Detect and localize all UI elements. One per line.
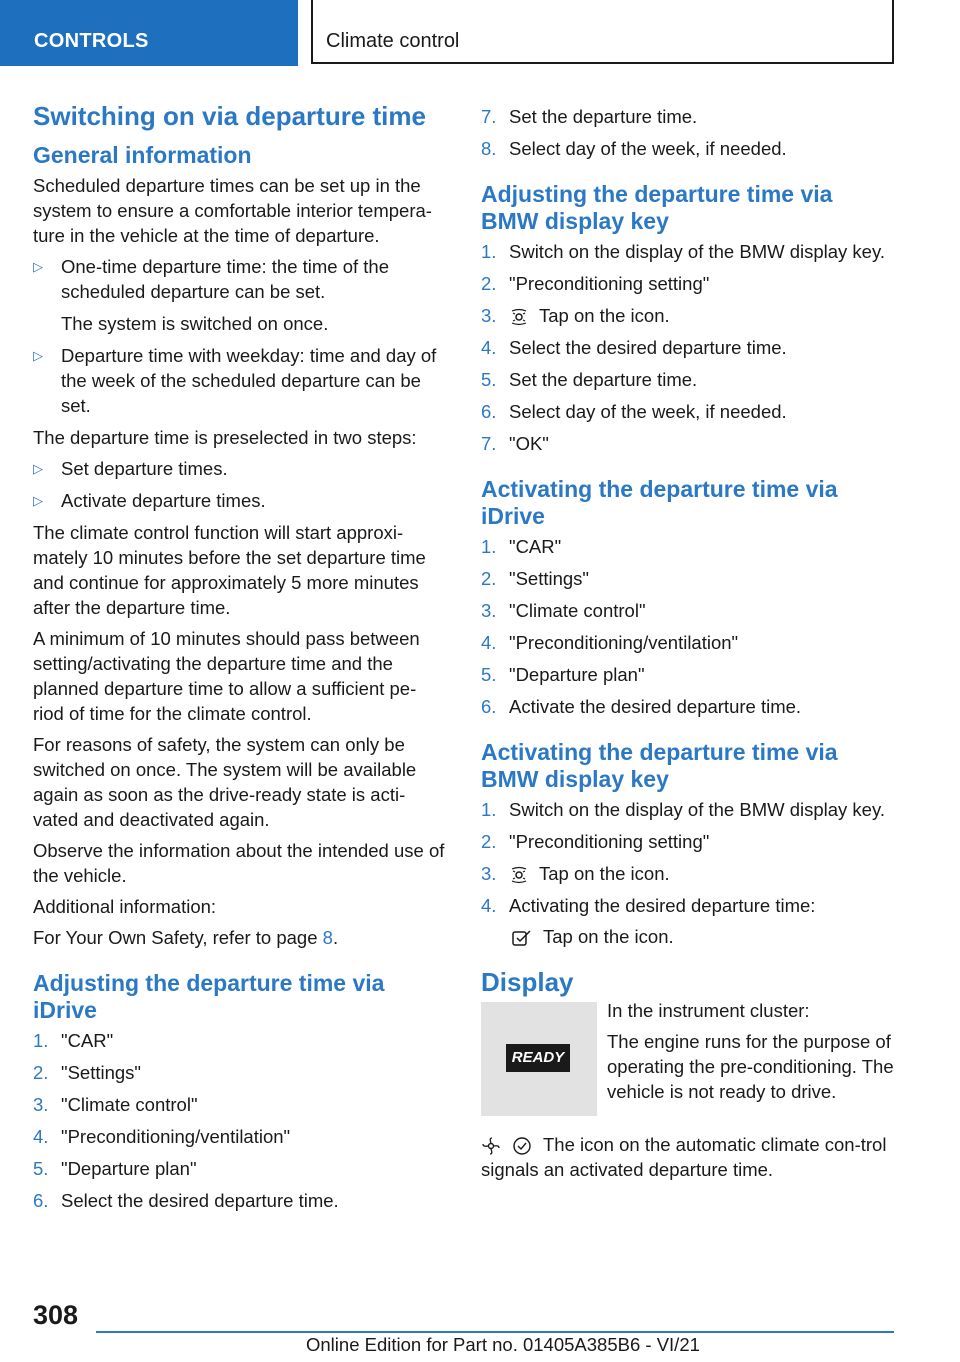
ready-indicator: READY [506,1044,570,1072]
list-item: 2. "Preconditioning setting" [481,831,710,852]
page-number: 308 [33,1300,79,1330]
list-item: 2. "Preconditioning setting" [481,273,710,294]
list-item: 4. Activating the desired departure time: Tap on the icon. [481,895,816,947]
departure-type-list [33,254,445,418]
list-item: 2. "Settings" [33,1062,141,1083]
list-item: 1. "CAR" [481,536,562,557]
paragraph: Observe the information about the intended use of the vehicle. [33,840,445,886]
list-item: 5. "Departure plan" [33,1158,197,1179]
list-item: 1. "CAR" [33,1030,114,1051]
triangle-bullet-icon: ▷ [33,348,43,363]
display-text [607,998,897,1110]
safety-reference: For Your Own Safety, refer to page 8. [33,927,339,948]
list-item: 3. Tap on the icon. [481,305,670,326]
list-item: 6. Select day of the week, if needed. [481,401,787,422]
list-item: 6. Activate the desired departure time. [481,696,802,717]
list-item: 7. Set the departure time. [481,106,698,127]
departure-icon-note: The icon on the automatic climate con-trol signals an activated departure time. [481,1134,887,1180]
adjust-key-list [481,239,893,456]
triangle-bullet-icon: ▷ [33,259,43,274]
page-link[interactable]: 8 [322,927,333,948]
list-item: 6. Select the desired departure time. [33,1190,339,1211]
list-item: ▷ Activate departure times. [33,490,266,511]
clock-check-icon [511,1136,533,1156]
display-block [481,1002,893,1120]
list-item: 1. Switch on the display of the BMW display key. [481,799,885,820]
paragraph: The climate control function will start approxi-mately 10 minutes before the set departure time and continue for approximately 5 more minutes after the departure time. [33,522,426,618]
list-item: 3. "Climate control" [481,600,646,621]
adjust-idrive-heading: Adjusting the departure time via iDrive [33,970,385,1023]
paragraph: For reasons of safety, the system can only be switched on once. The system will be available again as soon as the drive-ready state is acti-vated and deactivated again. [33,734,417,830]
instrument-cluster-image [481,1002,597,1116]
left-column [33,100,445,1220]
list-item: 8. Select day of the week, if needed. [481,138,787,159]
list-item: 3. "Climate control" [33,1094,198,1115]
list-item: 5. "Departure plan" [481,664,645,685]
list-item: 7. "OK" [481,433,549,454]
list-item: 4. "Preconditioning/ventilation" [33,1126,291,1147]
preconditioning-icon [509,866,529,884]
list-item: ▷ Departure time with weekday: time and day of the week of the scheduled departure can be set. [33,345,437,416]
chapter-label: Climate control [326,30,460,52]
section-label: CONTROLS [34,30,149,52]
right-column [481,104,893,1188]
triangle-bullet-icon: ▷ [33,461,43,476]
list-item: 3. Tap on the icon. [481,863,670,884]
adjust-key-heading: Adjusting the departure time via BMW display key [481,181,833,234]
activate-idrive-list [481,534,893,719]
general-heading: General information [33,142,252,168]
section-tab [0,0,298,66]
footer-divider [96,1331,894,1333]
list-item: 4. Select the desired departure time. [481,337,787,358]
list-item: ▷ One-time departure time: the time of the scheduled departure can be set. The system is switched on once. [33,256,390,334]
activate-key-heading: Activating the departure time via BMW display key [481,739,838,792]
continued-list [481,104,893,161]
list-item: 2. "Settings" [481,568,589,589]
activate-key-list [481,797,893,949]
activate-idrive-heading: Activating the departure time via iDrive [481,476,838,529]
paragraph: The engine runs for the purpose of operating the pre-conditioning. The vehicle is not ready to drive. [607,1031,894,1102]
list-item: 5. Set the departure time. [481,369,698,390]
checkbox-icon [511,929,533,947]
triangle-bullet-icon: ▷ [33,493,43,508]
steps-intro: The departure time is preselected in two steps: [33,427,417,448]
adjust-idrive-list [33,1028,445,1213]
general-intro: Scheduled departure times can be set up in the system to ensure a comfortable interior tempera-ture in the vehicle at the time of departure. [33,175,432,246]
paragraph: A minimum of 10 minutes should pass between setting/activating the departure time and the planned departure time to allow a sufficient pe-riod of time for the climate control. [33,628,420,724]
edition-label: Online Edition for Part no. 01405A385B6 - VI/21 [306,1334,700,1355]
steps-list [33,456,445,513]
paragraph: Additional information: [33,896,217,917]
chapter-header [311,0,894,64]
display-heading: Display [481,967,574,997]
list-item: ▷ Set departure times. [33,458,228,479]
fan-icon [481,1137,501,1155]
preconditioning-icon [509,308,529,326]
list-item: 4. "Preconditioning/ventilation" [481,632,739,653]
list-item: 1. Switch on the display of the BMW display key. [481,241,885,262]
section-title: Switching on via departure time [33,101,426,131]
paragraph: In the instrument cluster: [607,1000,810,1021]
